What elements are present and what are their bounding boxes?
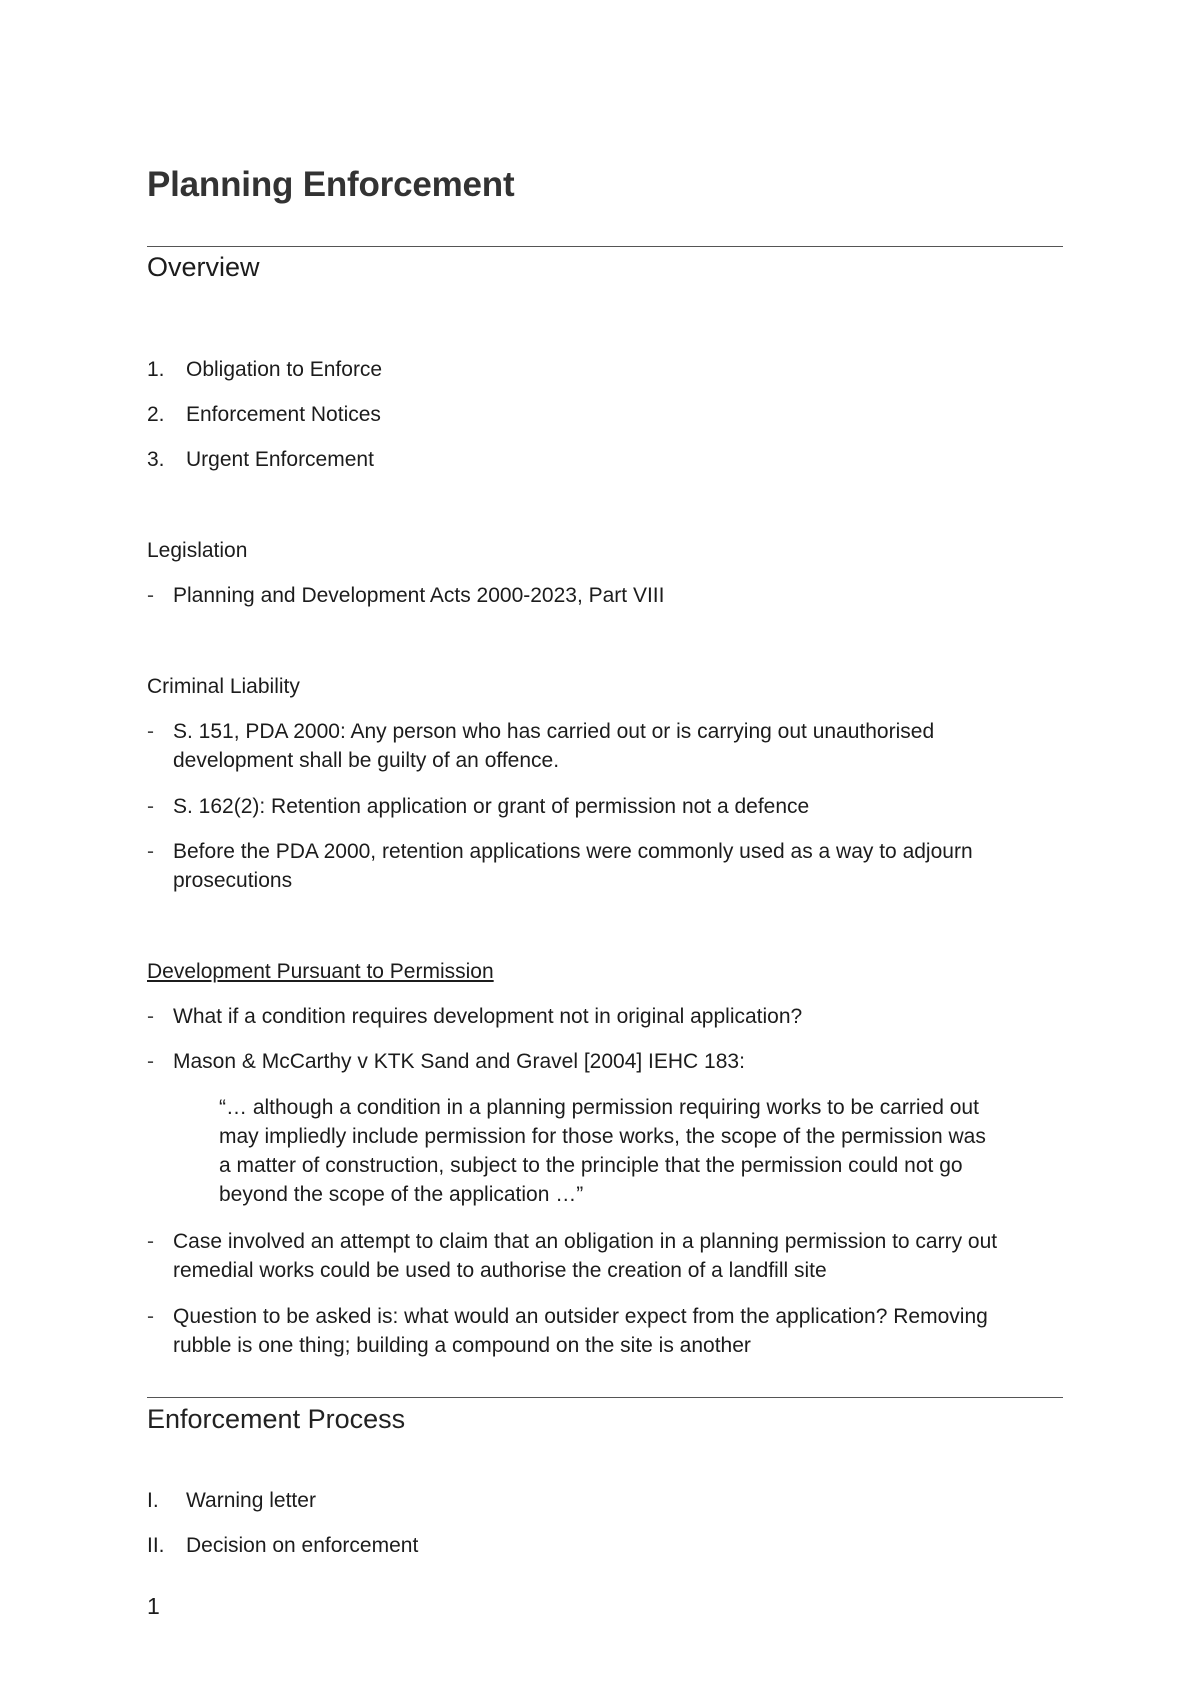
quote-line: may impliedly include permission for those works, the scope of the permission was (219, 1125, 986, 1148)
quote-line: beyond the scope of the application …” (219, 1183, 584, 1206)
criminal-liability-bullet (173, 717, 1073, 775)
bullet-dash: - (147, 795, 154, 818)
document-page (147, 0, 1063, 1696)
quote-line: a matter of construction, subject to the principle that the permission could not go (219, 1154, 963, 1177)
section-divider (147, 1397, 1063, 1398)
page-title: Planning Enforcement (147, 165, 515, 204)
quote-line: “… although a condition in a planning permission requiring works to be carried out (219, 1096, 979, 1119)
text-line: rubble is one thing; building a compound on the site is another (173, 1334, 751, 1357)
list-item: Enforcement Notices (186, 403, 381, 426)
bullet-dash: - (147, 720, 154, 743)
page-number: 1 (147, 1593, 160, 1619)
criminal-liability-bullet (173, 792, 1073, 821)
development-bullet (173, 1227, 1073, 1285)
list-item: Decision on enforcement (186, 1534, 419, 1557)
bullet-dash: - (147, 584, 154, 607)
legislation-bullet: Planning and Development Acts 2000-2023, Part VIII (173, 584, 665, 607)
criminal-liability-heading: Criminal Liability (147, 675, 300, 698)
overview-heading: Overview (147, 252, 260, 282)
case-quote (219, 1093, 1069, 1209)
bullet-dash: - (147, 1305, 154, 1328)
list-marker: 3. (147, 448, 165, 471)
text-line: S. 162(2): Retention application or grant of permission not a defence (173, 795, 810, 818)
bullet-dash: - (147, 1005, 154, 1028)
text-line: Question to be asked is: what would an outsider expect from the application? Removing (173, 1305, 988, 1328)
list-item: Urgent Enforcement (186, 448, 374, 471)
list-marker: I. (147, 1489, 159, 1512)
criminal-liability-bullet (173, 837, 1073, 895)
list-item: Obligation to Enforce (186, 358, 383, 381)
section-divider (147, 246, 1063, 247)
text-line: S. 151, PDA 2000: Any person who has carried out or is carrying out unauthorised (173, 720, 935, 743)
development-bullet: What if a condition requires development not in original application? (173, 1005, 803, 1028)
development-bullet (173, 1302, 1073, 1360)
bullet-dash: - (147, 1230, 154, 1253)
bullet-dash: - (147, 1050, 154, 1073)
bullet-dash: - (147, 840, 154, 863)
development-pursuant-heading: Development Pursuant to Permission (147, 960, 494, 983)
text-line: remedial works could be used to authorise the creation of a landfill site (173, 1259, 827, 1282)
enforcement-process-heading: Enforcement Process (147, 1404, 406, 1434)
list-marker: II. (147, 1534, 165, 1557)
list-marker: 1. (147, 358, 165, 381)
list-item: Warning letter (186, 1489, 316, 1512)
text-line: Before the PDA 2000, retention applications were commonly used as a way to adjourn (173, 840, 973, 863)
case-citation: Mason & McCarthy v KTK Sand and Gravel [2004] IEHC 183: (173, 1050, 745, 1073)
text-line: prosecutions (173, 869, 293, 892)
text-line: Case involved an attempt to claim that an obligation in a planning permission to carry out (173, 1230, 998, 1253)
list-marker: 2. (147, 403, 165, 426)
text-line: development shall be guilty of an offence. (173, 749, 560, 772)
legislation-heading: Legislation (147, 539, 248, 562)
